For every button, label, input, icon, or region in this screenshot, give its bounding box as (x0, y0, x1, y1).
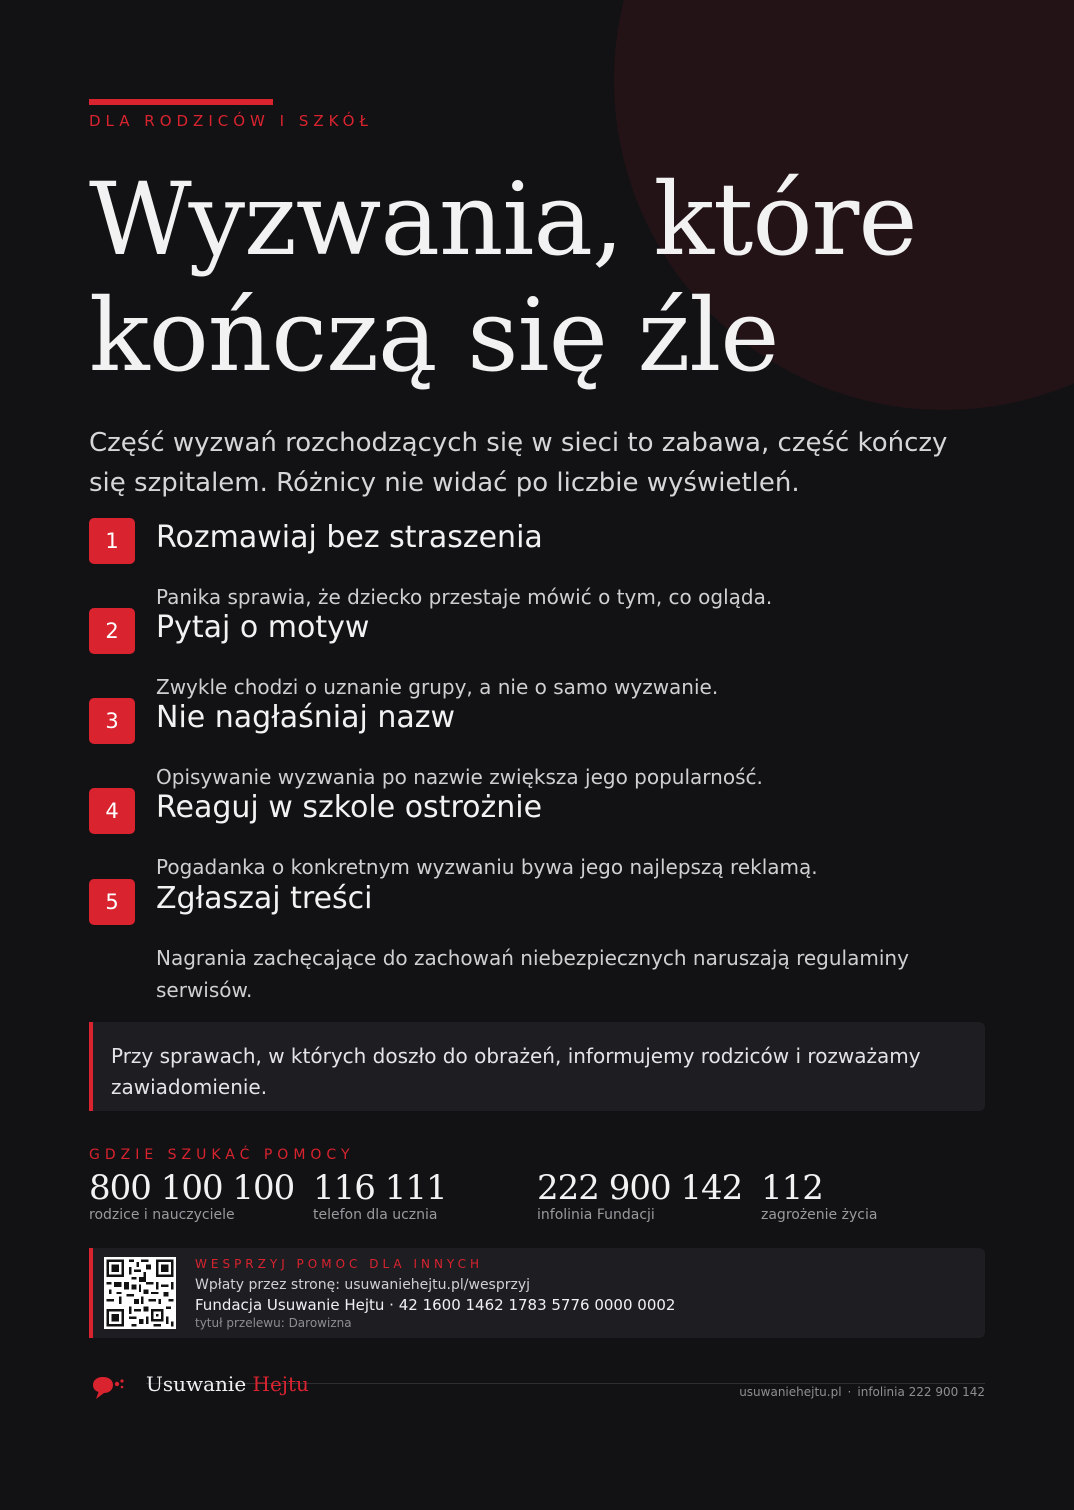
phone-label: zagrożenie życia (761, 1207, 878, 1223)
step-description: Panika sprawia, że dziecko przestaje mówić o tym, co ogląda. (156, 585, 773, 609)
step-title: Rozmawiaj bez straszenia (156, 520, 543, 555)
support-heading: WESPRZYJ POMOC DLA INNYCH (195, 1257, 484, 1271)
support-text (195, 1256, 675, 1331)
phone-number[interactable]: 222 900 142 (537, 1168, 743, 1208)
phone-label: telefon dla ucznia (313, 1207, 438, 1223)
step-number-badge: 5 (89, 879, 135, 925)
support-donation-link[interactable]: Wpłaty przez stronę: usuwaniehejtu.pl/wesprzyj (195, 1277, 531, 1293)
footer-contact (739, 1385, 985, 1399)
speech-bubble-icon (92, 1375, 126, 1405)
support-transfer-title: tytuł przelewu: Darowizna (195, 1316, 352, 1330)
step-description: Zwykle chodzi o uznanie grupy, a nie o samo wyzwanie. (156, 675, 719, 699)
step-number-badge: 4 (89, 788, 135, 834)
phone-label: rodzice i nauczyciele (89, 1207, 235, 1223)
accent-bar (89, 99, 273, 105)
step-number-badge: 3 (89, 698, 135, 744)
notice-callout: Przy sprawach, w których doszło do obrażeń, informujemy rodziców i rozważamy zawiadomienie. (89, 1022, 985, 1111)
phone-label: infolinia Fundacji (537, 1207, 655, 1223)
page-title (89, 162, 1009, 394)
qr-code-icon[interactable] (104, 1257, 176, 1329)
step-title: Reaguj w szkole ostrożnie (156, 790, 543, 825)
title-line-2: kończą się źle (89, 277, 779, 394)
logo-word-2: Hejtu (252, 1372, 309, 1396)
support-bank-account: Fundacja Usuwanie Hejtu · 42 1600 1462 1783 5776 0000 0002 (195, 1296, 676, 1314)
phone-number[interactable]: 116 111 (313, 1168, 447, 1208)
step-title: Nie nagłaśniaj nazw (156, 700, 456, 735)
phone-contact (89, 1168, 294, 1223)
step-title: Pytaj o motyw (156, 610, 370, 645)
footer-website-link[interactable]: usuwaniehejtu.pl (739, 1385, 842, 1399)
step-description: Nagrania zachęcające do zachowań niebezpiecznych naruszają regulaminy serwisów. (156, 946, 909, 1002)
phone-contact (313, 1168, 447, 1223)
phone-contact (537, 1168, 742, 1223)
footer-hotline: infolinia 222 900 142 (857, 1385, 985, 1399)
phone-contact (761, 1168, 877, 1223)
step-number-badge: 2 (89, 608, 135, 654)
step-description: Pogadanka o konkretnym wyzwaniu bywa jego najlepszą reklamą. (156, 855, 818, 879)
lead-paragraph: Część wyzwań rozchodzących się w sieci to zabawa, część kończy się szpitalem. Różnicy nie widać po liczbie wyświetleń. (89, 428, 948, 498)
title-line-1: Wyzwania, które (89, 161, 917, 278)
logo-wordmark (146, 1372, 309, 1396)
step-description: Opisywanie wyzwania po nazwie zwiększa jego popularność. (156, 765, 763, 789)
support-panel (89, 1248, 985, 1338)
eyebrow-label: DLA RODZICÓW I SZKÓŁ (89, 112, 373, 130)
help-heading: GDZIE SZUKAĆ POMOCY (89, 1147, 355, 1163)
step-title: Zgłaszaj treści (156, 881, 373, 916)
phone-number[interactable]: 112 (761, 1168, 823, 1208)
step-number-badge: 1 (89, 518, 135, 564)
phone-number[interactable]: 800 100 100 (89, 1168, 295, 1208)
logo-word-1: Usuwanie (146, 1372, 247, 1396)
footer-separator: · (847, 1385, 852, 1399)
